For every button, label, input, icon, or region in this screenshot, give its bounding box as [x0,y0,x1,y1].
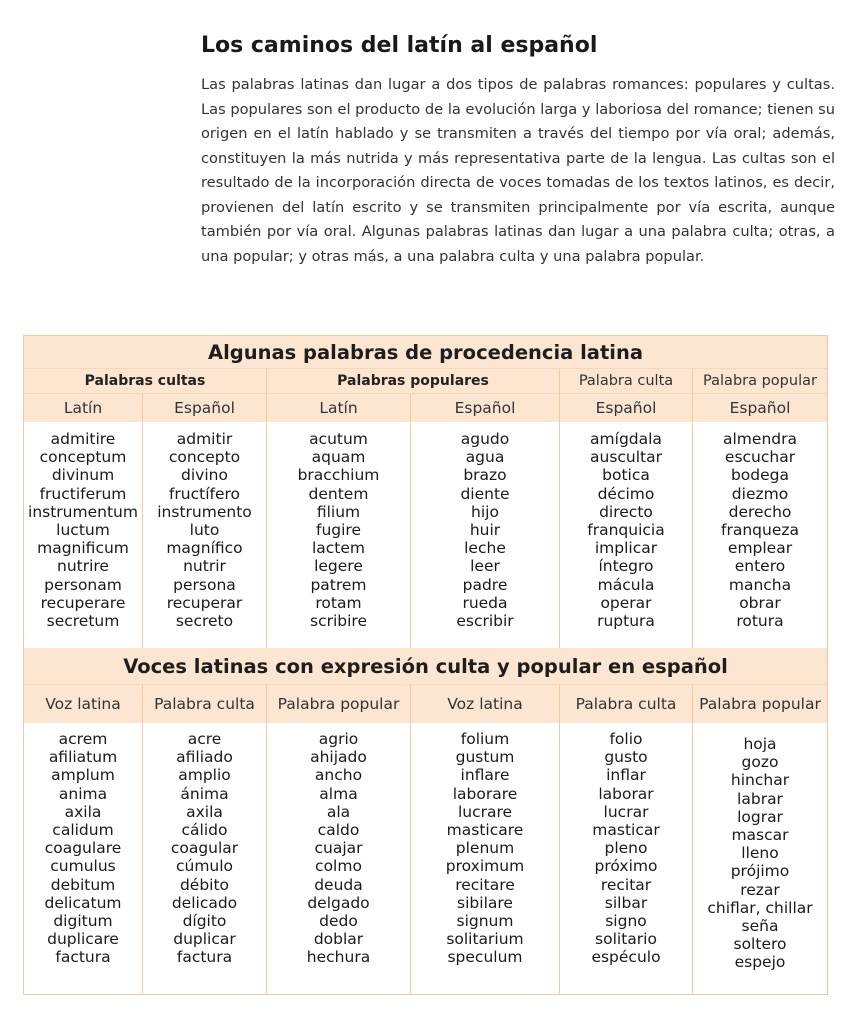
word-cell: íntegro [598,557,654,576]
word-cell: espejo [734,953,786,972]
word-cell: hijo [471,502,499,521]
word-cell: masticare [446,821,524,840]
t2-col-voz-latina-2 [411,730,559,967]
t2-header-popular-2: Palabra popular [693,685,827,723]
word-cell: laborar [598,784,654,803]
word-cell: prójimo [730,862,790,881]
word-cell: digitum [53,912,113,931]
t1-col-latin-cultas [24,430,142,630]
word-cell: masticar [592,821,660,840]
word-cell: scribire [310,612,367,631]
word-cell: instrumentum [28,502,138,521]
t2-header-culta-2: Palabra culta [560,685,692,723]
word-cell: laborare [452,784,518,803]
word-cell: bracchium [297,466,380,485]
subheader-espanol-4: Español [693,394,827,422]
word-cell: hoja [743,735,777,753]
word-cell: almendra [723,430,797,448]
t1-col-espanol-cultas [143,430,266,630]
word-cell: lograr [737,807,783,826]
word-cell: chiflar, chillar [707,898,813,917]
subheader-latin-1: Latín [24,394,142,422]
word-cell: delicatum [44,893,122,912]
word-cell: signum [456,912,514,931]
word-cell: divinum [51,466,115,485]
word-cell: coagular [170,839,239,858]
word-cell: obrar [739,593,781,612]
word-cell: nutrir [183,557,226,576]
word-cell: silbar [604,893,648,912]
word-cell: implicar [594,539,658,558]
t1-col-espanol-populares [411,430,559,630]
word-cell: emplear [727,539,793,558]
word-cell: amplum [51,766,115,785]
word-cell: leche [464,539,506,558]
word-cell: magnificum [37,539,129,558]
word-cell: franquicia [587,521,665,540]
word-cell: gustum [455,748,515,767]
word-cell: coagulare [44,839,122,858]
word-cell: calidum [52,821,114,840]
word-cell: fructífero [168,484,241,503]
word-cell: factura [55,948,111,967]
subheader-latin-2: Latín [267,394,410,422]
table1-title: Algunas palabras de procedencia latina [24,336,827,368]
word-cell: patrem [310,575,367,594]
word-cell: fructiferum [39,484,127,503]
word-cell: sibilare [457,893,513,912]
word-cell: caldo [317,821,360,840]
word-cell: labrar [737,789,783,808]
intro-paragraph: Las palabras latinas dan lugar a dos tipos de palabras romances: populares y cultas. Las populares son el producto de la evolución larga y laboriosa del romance; tienen su origen en el latín hablado y se transmiten a través del tiempo por vía oral; además, constituyen la más nutrida y más representativa parte de la lengua. Las cultas son el resultado de la incorporación directa de voces tomadas de los textos latinos, es decir, provienen del latín escrito y se transmiten principalmente por vía escrita, aunque también por vía oral. Algunas palabras latinas dan lugar a una palabra culta; otras, a una popular; y otras más, a una palabra culta y una palabra popular. [201,76,835,265]
latin-words-table [23,335,828,995]
word-cell: débito [179,875,230,894]
word-cell: solitario [595,930,657,949]
word-cell: lactem [311,539,366,558]
word-cell: alma [319,784,358,803]
word-cell: mascar [731,826,789,845]
word-cell: escuchar [724,448,796,467]
word-cell: fugire [316,521,361,540]
word-cell: personam [44,575,122,594]
word-cell: hechura [306,948,371,967]
word-cell: mancha [728,575,792,594]
word-cell: hinchar [730,771,790,790]
t1-col-palabra-popular [693,430,827,630]
word-cell: acutum [309,430,368,448]
word-cell: inflare [460,766,510,785]
word-cell: legere [314,557,363,576]
word-cell: axila [64,802,102,821]
word-cell: afiliatum [48,748,118,767]
word-cell: delicado [171,893,238,912]
word-cell: admitire [50,430,116,448]
word-cell: agudo [460,430,510,448]
word-cell: recitare [455,875,515,894]
word-cell: speculum [447,948,523,967]
word-cell: leer [470,557,500,576]
t2-col-culta-2 [560,730,692,967]
word-cell: luto [189,521,220,540]
word-cell: duplicar [173,930,236,949]
word-cell: seña [741,917,779,936]
word-cell: agua [465,448,505,467]
word-cell: filium [316,502,361,521]
subheader-espanol-2: Español [411,394,559,422]
word-cell: cúmulo [175,857,234,876]
word-cell: concepto [168,448,241,467]
word-cell: cumulus [50,857,116,876]
word-cell: amígdala [590,430,662,448]
word-cell: factura [176,948,233,967]
t1-col-palabra-culta [560,430,692,630]
word-cell: lucrar [603,802,649,821]
word-cell: gozo [741,753,779,772]
word-cell: conceptum [39,448,127,467]
word-cell: rotam [315,593,362,612]
word-cell: décimo [597,484,655,503]
word-cell: auscultar [590,448,662,467]
t2-header-voz-latina-1: Voz latina [24,685,142,723]
word-cell: rotura [736,612,784,631]
word-cell: rueda [462,593,508,612]
subheader-espanol-3: Español [560,394,692,422]
word-cell: cálido [181,821,228,840]
word-cell: franqueza [721,521,799,540]
word-cell: magnífico [166,539,243,558]
word-cell: folio [609,730,643,748]
word-cell: espéculo [591,948,661,967]
word-cell: ancho [314,766,363,785]
word-cell: amplio [178,766,231,785]
word-cell: botica [602,466,650,485]
word-cell: deuda [314,875,363,894]
word-cell: padre [462,575,508,594]
word-cell: persona [173,575,236,594]
t2-header-popular-1: Palabra popular [267,685,410,723]
t2-header-voz-latina-2: Voz latina [411,685,559,723]
t2-col-culta-1 [143,730,266,967]
word-cell: luctum [56,521,110,540]
word-cell: axila [186,802,223,821]
page-title: Los caminos del latín al español [201,33,598,58]
word-cell: doblar [313,930,364,949]
word-cell: gusto [604,748,648,767]
word-cell: próximo [594,857,658,876]
word-cell: secreto [175,612,234,631]
word-cell: solitarium [446,930,524,949]
word-cell: diente [460,484,510,503]
t2-col-popular-2 [693,735,827,972]
word-cell: afiliado [176,748,233,767]
word-cell: acre [187,730,222,748]
t2-col-popular-1 [267,730,410,967]
word-cell: entero [734,557,786,576]
word-cell: huir [469,521,501,540]
word-cell: cuajar [314,839,363,858]
word-cell: divino [181,466,228,485]
word-cell: ruptura [597,612,655,631]
word-cell: directo [599,502,653,521]
word-cell: ala [326,802,351,821]
subheader-espanol-1: Español [143,394,266,422]
word-cell: dígito [182,912,227,931]
word-cell: signo [605,912,647,931]
word-cell: derecho [728,502,792,521]
group-header-popular: Palabra popular [693,369,827,393]
word-cell: recitar [600,875,652,894]
t1-col-latin-populares [267,430,410,630]
word-cell: admitir [176,430,233,448]
word-cell: bodega [730,466,790,485]
t2-header-culta-1: Palabra culta [143,685,266,723]
word-cell: acrem [58,730,108,748]
group-header-culta: Palabra culta [560,369,692,393]
word-cell: folium [460,730,510,748]
word-cell: anima [58,784,108,803]
word-cell: soltero [733,935,787,954]
group-header-populares: Palabras populares [267,369,559,393]
word-cell: inflar [606,766,646,785]
word-cell: ahijado [310,748,367,767]
word-cell: delgado [307,893,370,912]
word-cell: plenum [455,839,515,858]
word-cell: duplicare [47,930,119,949]
word-cell: aquam [311,448,366,467]
group-header-cultas: Palabras cultas [24,369,266,393]
word-cell: agrio [318,730,359,748]
word-cell: lucrare [457,802,513,821]
word-cell: dentem [308,484,369,503]
word-cell: lleno [741,844,779,863]
word-cell: ánima [180,784,229,803]
word-cell: secretum [46,612,120,631]
word-cell: nutrire [57,557,109,576]
word-cell: colmo [315,857,362,876]
word-cell: escribir [456,612,514,631]
word-cell: diezmo [731,484,789,503]
word-cell: pleno [604,839,648,858]
word-cell: instrumento [157,502,252,521]
word-cell: operar [600,593,652,612]
word-cell: proximum [445,857,525,876]
word-cell: rezar [740,880,780,899]
word-cell: recuperare [40,593,126,612]
word-cell: dedo [319,912,358,931]
word-cell: debitum [50,875,116,894]
t2-col-voz-latina-1 [24,730,142,967]
word-cell: brazo [463,466,507,485]
table2-title: Voces latinas con expresión culta y popular en español [24,648,827,684]
word-cell: mácula [597,575,655,594]
word-cell: recuperar [166,593,243,612]
